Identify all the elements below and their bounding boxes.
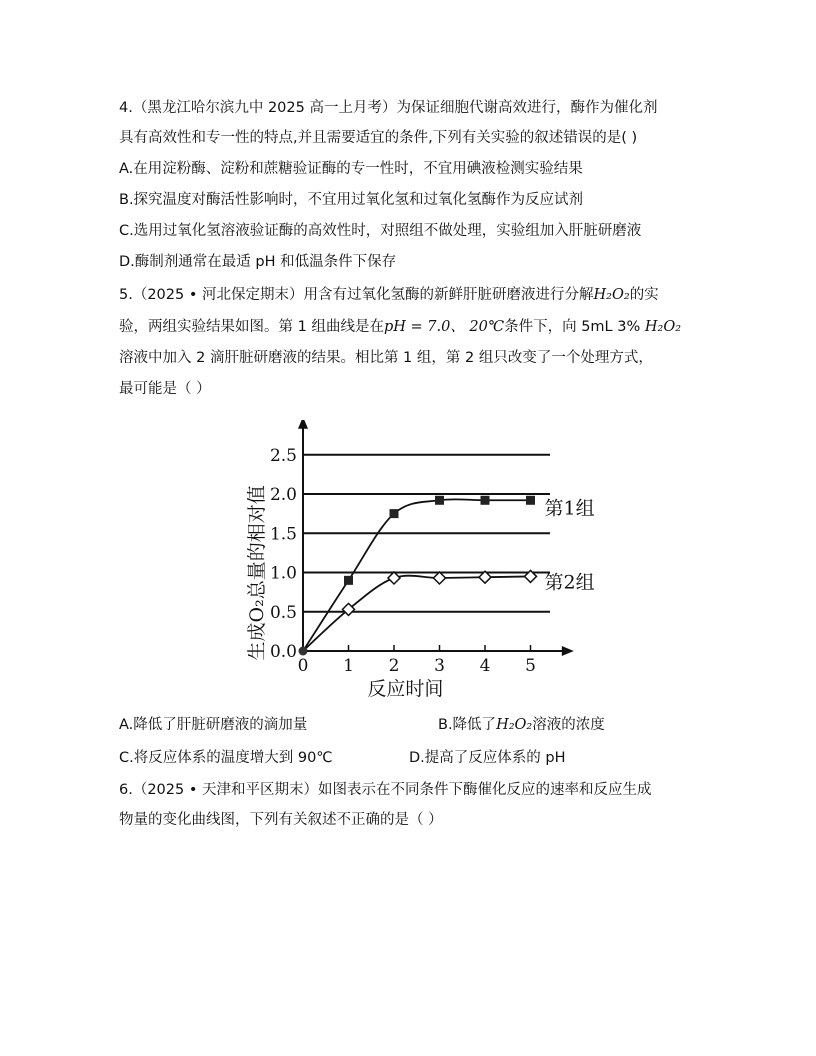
series-label: 第1组	[544, 497, 595, 520]
y-tick-label: 1.5	[269, 524, 297, 545]
y-axis-title: 生成O₂总量的相对值	[246, 485, 268, 661]
q5-stem-text: 5.（2025 • 河北保定期末）用含有过氧化氢酶的新鲜肝脏研磨液进行分解	[119, 287, 594, 303]
q4-option-d: D.酶制剂通常在最适 pH 和低温条件下保存	[119, 254, 397, 270]
o2-production-chart	[235, 420, 615, 709]
series-line	[303, 576, 531, 651]
q5-option-d: D.提高了反应体系的 pH	[409, 750, 566, 766]
h2o2-formula: H₂O₂	[644, 319, 682, 335]
data-point-diamond	[434, 572, 446, 584]
q5-stem-line-4: 最可能是（ ）	[119, 381, 211, 397]
q5-stem-text: 验，两组实验结果如图。第 1 组曲线是在	[119, 319, 384, 335]
h2o2-formula: H₂O₂	[593, 287, 630, 303]
ph-temperature-condition: pH = 7.0、 20℃	[383, 319, 505, 335]
y-tick-label: 2.5	[269, 445, 297, 466]
q5-stem-text: 条件下，向 5mL 3%	[504, 319, 645, 335]
q5-option-c: C.将反应体系的温度增大到 90℃	[119, 750, 333, 766]
chart-canvas	[235, 420, 615, 705]
y-tick-label: 1.0	[269, 563, 297, 584]
data-point-square	[390, 509, 399, 518]
q5-option-b-text: 溶液的浓度	[532, 717, 605, 733]
y-tick-label: 2.0	[269, 485, 297, 505]
x-axis-arrow	[562, 646, 574, 656]
q5-option-a: A.降低了肝脏研磨液的滴加量	[119, 717, 308, 733]
q5-stem-text: 的实	[629, 287, 659, 303]
y-axis-arrow	[298, 420, 308, 429]
q5-option-b	[438, 715, 605, 735]
q6-stem-line-2: 物量的变化曲线图，下列有关叙述不正确的是（ ）	[119, 812, 443, 828]
q5-option-b-text: B.降低了	[438, 717, 497, 733]
q4-option-b: B.探究温度对酶活性影响时，不宜用过氧化氢和过氧化氢酶作为反应试剂	[119, 192, 584, 208]
data-point-square	[481, 496, 490, 505]
series-label: 第2组	[544, 571, 595, 594]
h2o2-formula: H₂O₂	[496, 717, 533, 733]
q5-stem-line-3: 溶液中加入 2 滴肝脏研磨液的结果。相比第 1 组，第 2 组只改变了一个处理方式，	[119, 350, 653, 366]
q4-stem-line-2: 具有高效性和专一性的特点,并且需要适宜的条件,下列有关实验的叙述错误的是( )	[119, 130, 638, 146]
x-tick-label: 4	[479, 656, 491, 676]
data-point-square	[526, 496, 535, 505]
q4-stem-line-1: 4.（黑龙江哈尔滨九中 2025 高一上月考）为保证细胞代谢高效进行，酶作为催化剂	[119, 100, 658, 116]
x-tick-label: 3	[434, 656, 445, 676]
series-line	[303, 499, 531, 651]
q4-option-c: C.选用过氧化氢溶液验证酶的高效性时，对照组不做处理，实验组加入肝脏研磨液	[119, 223, 642, 239]
y-tick-label: 0.0	[269, 642, 297, 662]
data-point-square	[435, 496, 444, 505]
x-axis-title: 反应时间	[367, 678, 444, 700]
q5-stem-line-2	[119, 317, 709, 337]
q5-stem-line-1	[119, 285, 709, 305]
q4-option-a: A.在用淀粉酶、淀粉和蔗糖验证酶的专一性时，不宜用碘液检测实验结果	[119, 161, 583, 177]
q6-stem-line-1: 6.（2025 • 天津和平区期末）如图表示在不同条件下酶催化反应的速率和反应生成	[119, 782, 652, 798]
x-tick-label: 0	[297, 656, 309, 676]
x-tick-label: 2	[388, 656, 400, 676]
x-tick-label: 1	[343, 656, 354, 676]
data-point-diamond	[388, 572, 400, 584]
x-tick-label: 5	[525, 656, 536, 676]
y-tick-label: 0.5	[269, 602, 297, 623]
data-point-square	[344, 576, 353, 585]
origin-point	[299, 647, 308, 656]
